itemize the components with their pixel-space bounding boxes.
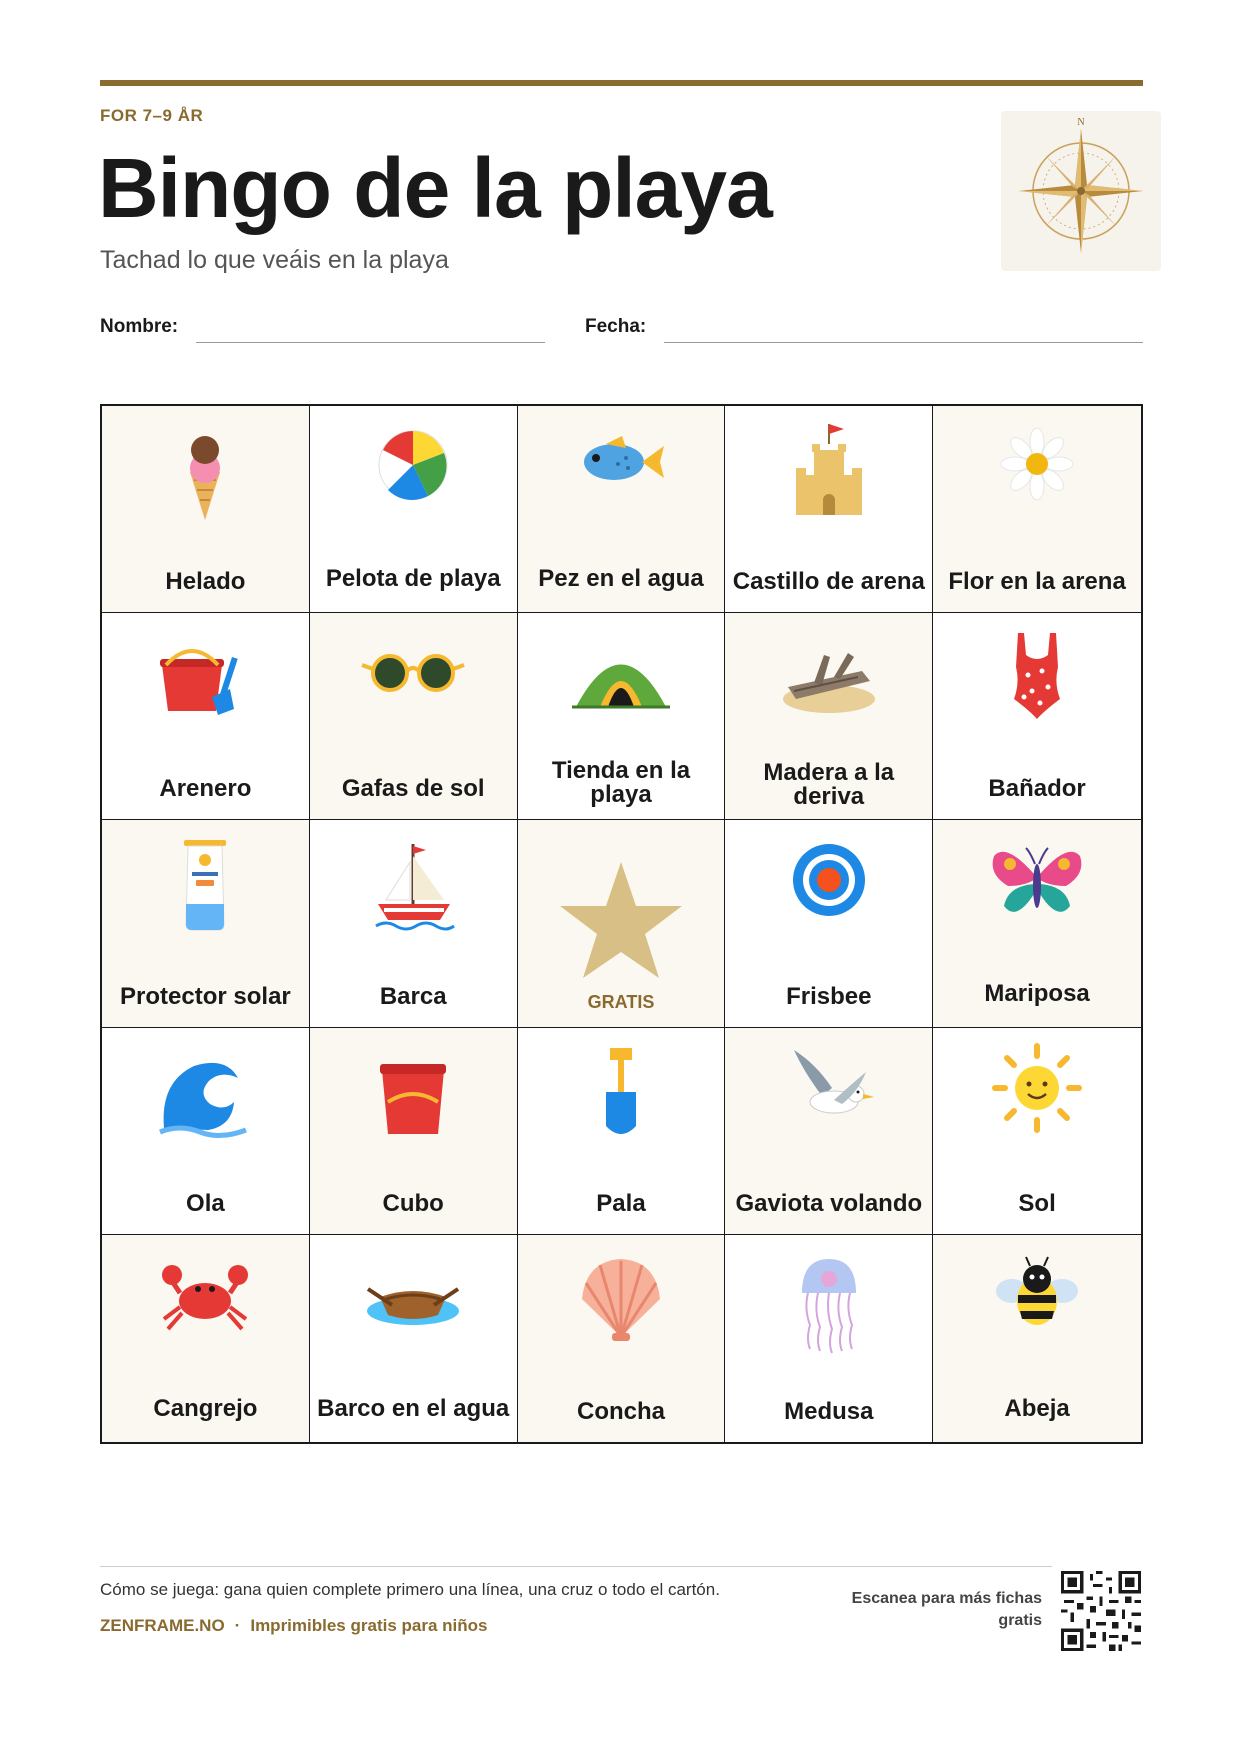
cell-label: Tienda en la playa [551, 757, 691, 809]
bingo-cell[interactable] [102, 820, 310, 1027]
bingo-cell[interactable] [725, 1235, 933, 1442]
cell-label: Medusa [784, 1397, 874, 1425]
bingo-cell[interactable] [310, 406, 518, 613]
cell-label: Sol [1018, 1189, 1056, 1217]
cell-label: Gaviota volando [735, 1189, 923, 1217]
seagull-icon [774, 1042, 884, 1152]
shovel-icon [566, 1042, 676, 1152]
page-subtitle: Tachad lo que veáis en la playa [100, 246, 449, 274]
bingo-cell[interactable] [518, 1235, 726, 1442]
ice-cream-icon [150, 420, 260, 530]
rowboat-icon [358, 1249, 468, 1359]
bee-icon [982, 1249, 1092, 1359]
cell-label: Ola [186, 1189, 225, 1217]
cell-label: Concha [576, 1397, 665, 1425]
date-label: Fecha: [585, 316, 647, 337]
cell-label: Pelota de playa [325, 565, 501, 593]
frisbee-icon [774, 834, 884, 944]
footer-rule [100, 1566, 1052, 1567]
bingo-grid [100, 404, 1143, 1444]
bingo-cell[interactable] [933, 406, 1141, 613]
bingo-cell[interactable] [310, 820, 518, 1027]
cell-label: Bañador [988, 775, 1086, 803]
tagline: Imprimibles gratis para niños [250, 1616, 488, 1635]
cell-label: Mariposa [984, 979, 1090, 1007]
butterfly-icon [982, 834, 1092, 944]
age-label: FOR 7–9 ÅR [100, 106, 204, 125]
cell-label: Protector solar [120, 982, 291, 1010]
cell-label: Arenero [159, 775, 252, 803]
sailboat-icon [358, 834, 468, 944]
sun-icon [982, 1042, 1092, 1152]
driftwood-icon [774, 627, 884, 737]
how-to-play-text: Cómo se juega: gana quien complete primero una línea, una cruz o todo el cartón. [100, 1580, 720, 1599]
free-cell[interactable] [518, 820, 726, 1027]
bingo-cell[interactable] [933, 1235, 1141, 1442]
bingo-cell[interactable] [933, 1028, 1141, 1235]
date-field[interactable] [664, 342, 1143, 343]
qr-code-icon[interactable] [1061, 1571, 1141, 1651]
compass-icon [1001, 111, 1161, 271]
cell-label: Castillo de arena [732, 568, 925, 596]
scan-text: Escanea para más fichas gratis [851, 1590, 1042, 1629]
star-icon [556, 856, 686, 986]
bingo-cell[interactable] [518, 406, 726, 613]
bingo-cell[interactable] [518, 1028, 726, 1235]
bingo-cell[interactable] [102, 1235, 310, 1442]
bingo-cell[interactable] [518, 613, 726, 820]
bingo-cell[interactable] [725, 1028, 933, 1235]
jellyfish-icon [774, 1249, 884, 1359]
beach-ball-icon [358, 420, 468, 530]
bingo-cell[interactable] [310, 1235, 518, 1442]
cell-label: Cangrejo [153, 1394, 258, 1422]
crab-icon [150, 1249, 260, 1359]
free-label: GRATIS [587, 991, 655, 1012]
cell-label: Gafas de sol [341, 775, 485, 803]
fish-icon [566, 420, 676, 530]
brand-line [100, 1616, 487, 1636]
name-field[interactable] [196, 342, 545, 343]
sunglasses-icon [358, 627, 468, 737]
bingo-cell[interactable] [933, 820, 1141, 1027]
sand-bucket-icon [150, 627, 260, 737]
cell-label: Flor en la arena [948, 568, 1126, 596]
cell-label: Cubo [382, 1189, 444, 1217]
page-title: Bingo de la playa [98, 141, 772, 235]
cell-label: Pala [596, 1189, 646, 1217]
bingo-cell[interactable] [102, 406, 310, 613]
bucket-icon [358, 1042, 468, 1152]
site-link[interactable]: ZENFRAME.NO [100, 1616, 225, 1635]
flower-icon [982, 420, 1092, 530]
bingo-cell[interactable] [933, 613, 1141, 820]
bingo-cell[interactable] [102, 613, 310, 820]
cell-label: Frisbee [786, 982, 872, 1010]
wave-icon [150, 1042, 260, 1152]
name-label: Nombre: [100, 316, 179, 337]
bingo-cell[interactable] [725, 406, 933, 613]
cell-label: Madera a la deriva [763, 759, 895, 811]
sandcastle-icon [774, 420, 884, 530]
separator: · [234, 1616, 241, 1635]
bingo-cell[interactable] [725, 613, 933, 820]
top-rule [100, 80, 1143, 86]
cell-label: Barco en el agua [317, 1394, 510, 1422]
bingo-cell[interactable] [725, 820, 933, 1027]
sunscreen-icon [150, 834, 260, 944]
bingo-cell[interactable] [310, 1028, 518, 1235]
bingo-cell[interactable] [310, 613, 518, 820]
swimsuit-icon [982, 627, 1092, 737]
cell-label: Abeja [1004, 1394, 1070, 1422]
cell-label: Barca [379, 982, 447, 1010]
cell-label: Helado [165, 568, 246, 596]
cell-label: Pez en el agua [538, 565, 704, 593]
seashell-icon [566, 1249, 676, 1359]
tent-icon [566, 627, 676, 737]
bingo-cell[interactable] [102, 1028, 310, 1235]
svg-text:N: N [1077, 117, 1085, 128]
